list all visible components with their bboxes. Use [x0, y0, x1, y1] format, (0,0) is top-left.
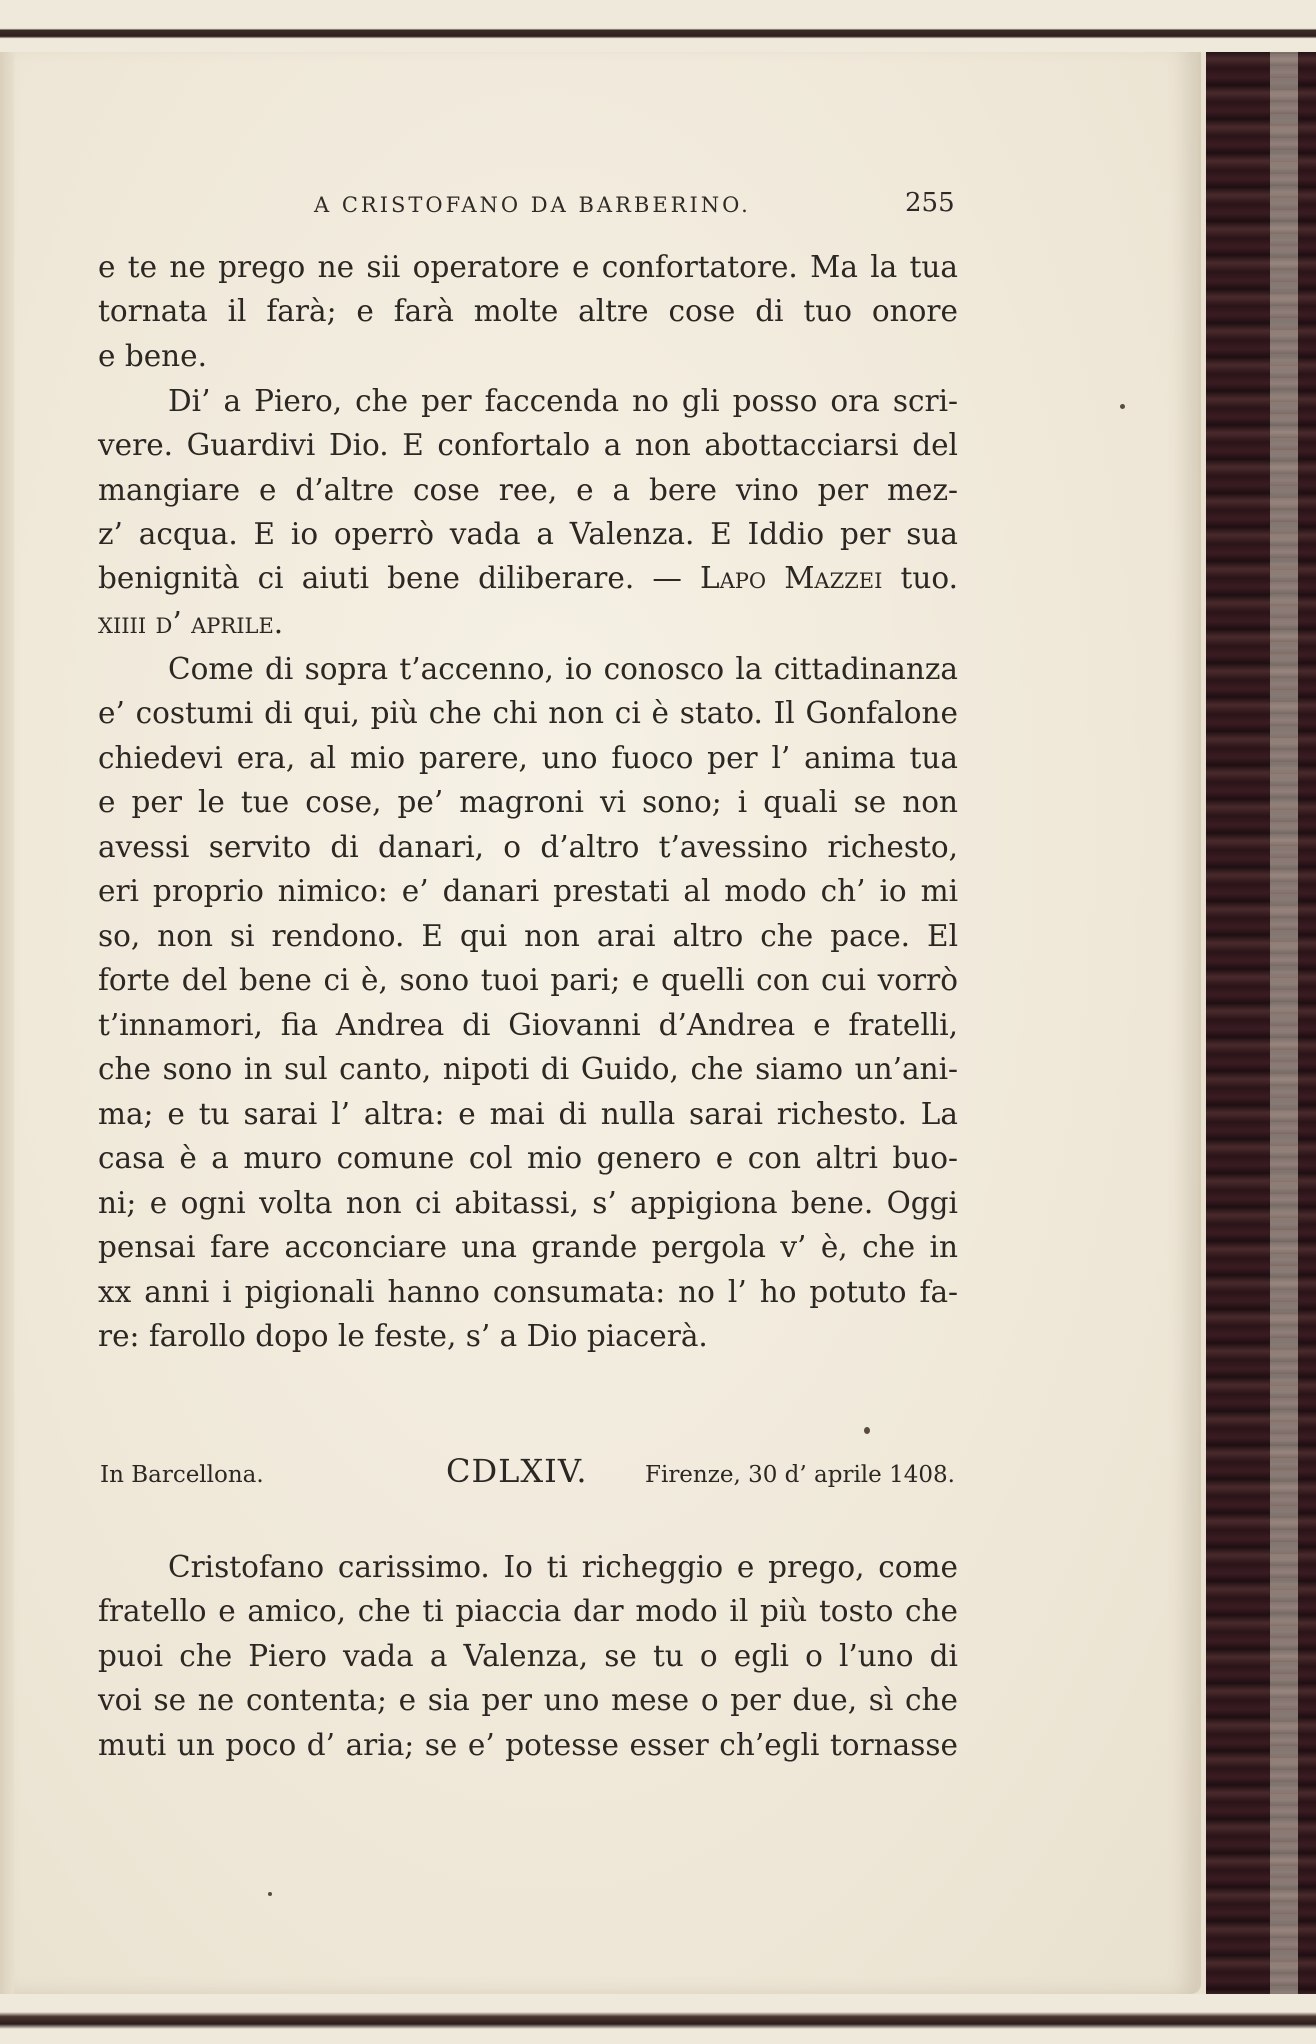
postscript-line: pensai fare acconciare una grande pergola v’ è, che in: [98, 1230, 958, 1264]
signature-suffix: tuo.: [882, 561, 958, 595]
text-line: voi se ne contenta; e sia per uno mese o per due, sì che: [98, 1683, 958, 1717]
text-line: Cristofano carissimo. Io ti richeggio e prego, come: [168, 1550, 958, 1584]
text-line: e bene.: [98, 339, 208, 373]
text-line: e te ne prego ne sii operatore e confortatore. Ma la tua: [98, 250, 958, 284]
postscript-line: e per le tue cose, pe’ magroni vi sono; i quali se non: [98, 785, 958, 819]
page-edges: [1270, 30, 1298, 2010]
postscript-line: xx anni i pigionali hanno consumata: no l’ ho potuto fa-: [98, 1275, 958, 1309]
postscript-line: eri proprio nimico: e’ danari prestati al modo ch’ io mi: [98, 874, 958, 908]
postscript-line: re: farollo dopo le feste, s’ a Dio piacerà.: [98, 1319, 708, 1353]
signature-line: [98, 561, 958, 595]
paper-speck: [1120, 404, 1125, 409]
text-line: mangiare e d’altre cose ree, e a bere vino per mez-: [98, 473, 958, 507]
postscript-line: t’innamori, fia Andrea di Giovanni d’Andrea e fratelli,: [98, 1008, 958, 1042]
postscript-line: Come di sopra t’accenno, io conosco la cittadinanza: [168, 652, 958, 686]
postscript-line: casa è a muro comune col mio genero e con altri buo-: [98, 1141, 958, 1175]
text-line: vere. Guardivi Dio. E confortalo a non abottacciarsi del: [98, 428, 958, 462]
paper-speck: [268, 1892, 272, 1896]
postscript-line: forte del bene ci è, sono tuoi pari; e quelli con cui vorrò: [98, 963, 958, 997]
postscript-line: e’ costumi di qui, più che chi non ci è stato. Il Gonfalone: [98, 696, 958, 730]
postscript-line: ma; e tu sarai l’ altra: e mai di nulla sarai richesto. La: [98, 1097, 958, 1131]
letter-recipient-place: In Barcellona.: [100, 1462, 264, 1488]
running-head: A CRISTOFANO DA BARBERINO.: [314, 193, 751, 217]
text-line: fratello e amico, che ti piaccia dar modo il più tosto che: [98, 1594, 958, 1628]
text-line: Di’ a Piero, che per faccenda no gli posso ora scri-: [168, 384, 958, 418]
letter-number: CDLXIV.: [446, 1452, 588, 1490]
top-cover-edge: [0, 0, 1316, 52]
text-line: muti un poco d’ aria; se e’ potesse esser ch’egli tornasse: [98, 1728, 958, 1762]
postscript-line: so, non si rendono. E qui non arai altro che pace. El: [98, 919, 958, 953]
postscript-line: chiedevi era, al mio parere, uno fuoco per l’ anima tua: [98, 741, 958, 775]
letter-date: Firenze, 30 d’ aprile 1408.: [645, 1462, 955, 1488]
previous-page-edge: [0, 40, 15, 2000]
paper-speck: [864, 1427, 870, 1434]
postscript-line: che sono in sul canto, nipoti di Guido, che siamo un’ani-: [98, 1052, 958, 1086]
text-span: benignità ci aiuti bene diliberare. —: [98, 561, 700, 595]
postscript-line: avessi servito di danari, o d’altro t’avessino richesto,: [98, 830, 958, 864]
book-binding: [1206, 0, 1316, 2044]
letter-date-line: [98, 606, 958, 640]
text-line: tornata il farà; e farà molte altre cose di tuo onore: [98, 294, 958, 328]
date-text: xiiii d’ aprile.: [98, 606, 284, 640]
bottom-cover-edge: [0, 1994, 1316, 2044]
postscript-line: ni; e ogni volta non ci abitassi, s’ appigiona bene. Oggi: [98, 1186, 958, 1220]
text-line: z’ acqua. E io operrò vada a Valenza. E Iddio per sua: [98, 517, 958, 551]
page-number: 255: [905, 188, 955, 218]
signature: Lapo Mazzei: [699, 561, 883, 595]
text-line: puoi che Piero vada a Valenza, se tu o egli o l’uno di: [98, 1639, 958, 1673]
